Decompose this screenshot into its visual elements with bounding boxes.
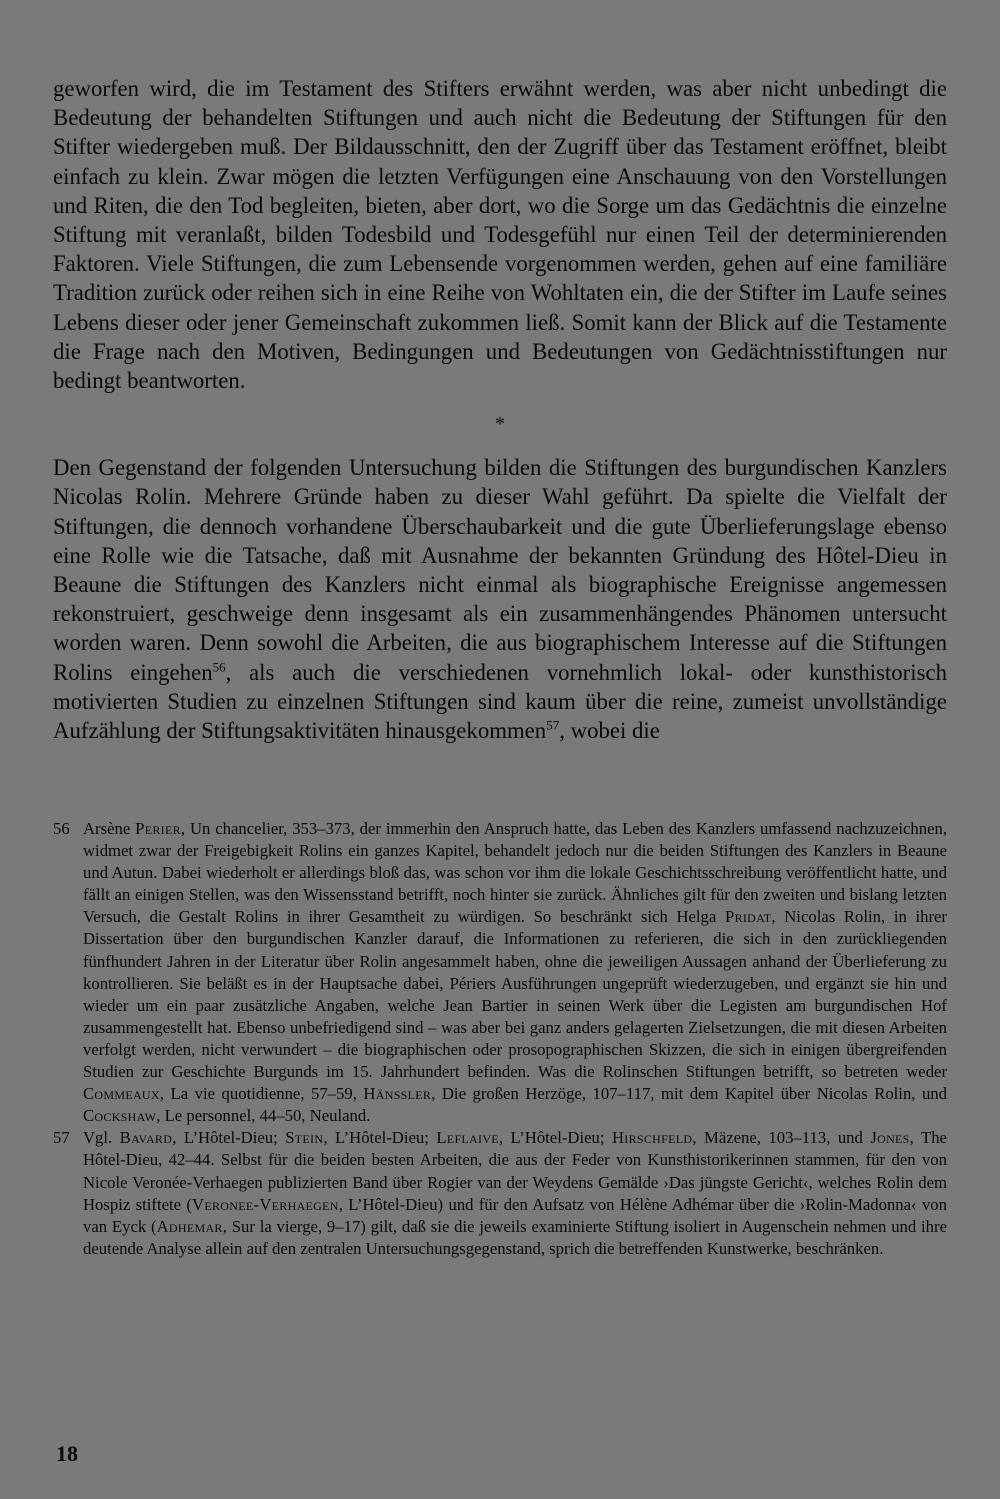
author-name: Perier xyxy=(135,819,181,838)
footnote-segment: , The Hôtel-Dieu, 42–44. Selbst für die beiden besten Arbeiten, die aus der Feder von Kunsthistorikerinnen stammen, für den von Nicole Veronée-Verhaegen publizierten Band über Rogier van der Weydens Gemälde ›Das jüngste Gericht‹, welches Rolin dem Hospiz stiftete ( xyxy=(83,1128,947,1214)
paragraph-2-text-3: , wobei die xyxy=(559,718,660,744)
author-name: Commeaux xyxy=(83,1084,160,1104)
footnote-ref-56[interactable]: 56 xyxy=(212,659,226,675)
footnote-segment: , Sur la vierge, 9–17) gilt, daß sie die jeweils examinierte Stiftung isoliert in Augenschein nehmen und ihre deutende Analyse allein auf den zentralen Untersuchungsgegenstand, sprich die betreffenden Kunstwerke, beschränken. xyxy=(83,1216,947,1258)
author-name: Adhemar xyxy=(156,1216,223,1236)
footnote-segment: , Un chancelier, 353–373, der immerhin den Anspruch hatte, das Leben des Kanzlers umfassend nachzuzeichnen, widmet zwar der Freigebigkeit Rolins ein ganzes Kapitel, behandelt jedoch nur die beiden Stiftungen des Kanzlers in Beaune und Autun. Dabei wiederholt er allerdings bloß das, was schon vor ihm die lokale Geschichtsschreibung veröffentlicht hatte, und fällt an einigen Stellen, was den Wissensstand betrifft, noch hinter sie zurück. Ähnliches gilt für den zweiten und bislang letzten Versuch, die Gestalt Rolins in ihrer Gesamtheit zu würdigen. So beschränkt sich Helga xyxy=(83,819,947,927)
author-name: Leflaive xyxy=(436,1128,499,1148)
footnote-text xyxy=(83,818,947,1127)
footnote-segment: , La vie quotidienne, 57–59, xyxy=(159,1084,364,1104)
paragraph-2-text-2: , als auch die verschiedenen vornehmlich lokal- oder kunsthistorisch motivierten Studien zu einzelnen Stiftungen sind kaum über die reine, zumeist unvollständige Aufzählung der Stiftungsaktivitäten hinausgekommen xyxy=(53,659,947,744)
footnote-56 xyxy=(53,818,947,1127)
footnote-segment: Vgl. xyxy=(83,1128,120,1148)
page-number: 18 xyxy=(56,1441,78,1466)
author-name: Jones xyxy=(870,1128,910,1148)
main-text xyxy=(53,74,947,745)
footnote-segment: , L’Hôtel-Dieu; xyxy=(323,1128,437,1148)
footnote-segment: , Die großen Herzöge, 107–117, mit dem Kapitel über Nicolas Rolin, und xyxy=(431,1084,947,1104)
footnote-text xyxy=(83,1127,947,1260)
footnote-segment: Arsène xyxy=(83,819,136,838)
section-separator: * xyxy=(495,413,505,436)
footnote-ref-57[interactable]: 57 xyxy=(546,717,560,733)
paragraph-2-text-1: Den Gegenstand der folgenden Untersuchung bilden die Stiftungen des burgundischen Kanzlers Nicolas Rolin. Mehrere Gründe haben zu dieser Wahl geführt. Da spielte die Vielfalt der Stiftungen, die dennoch vorhandene Überschaubarkeit und die gute Überlieferungslage ebenso eine Rolle wie die Tatsache, daß mit Ausnahme der bekannten Gründung des Hôtel-Dieu in Beaune die Stiftungen des Kanzlers nicht einmal als biographische Ereignisse angemessen rekonstruiert, geschweige denn insgesamt als ein zusammenhängendes Phänomen untersucht worden waren. Denn sowohl die Arbeiten, die aus biographischem Interesse auf die Stiftungen Rolins eingehen xyxy=(53,455,947,685)
paragraph-2 xyxy=(53,453,947,745)
footnote-57 xyxy=(53,1127,947,1260)
footnote-segment: , L’Hôtel-Dieu; xyxy=(172,1128,286,1148)
author-name: Veronee-Verhaegen xyxy=(191,1194,339,1214)
footnote-number: 57 xyxy=(53,1128,70,1148)
footnote-segment: , Le personnel, 44–50, Neuland. xyxy=(156,1106,371,1126)
author-name: Hirschfeld xyxy=(611,1128,693,1148)
author-name: Bavard xyxy=(119,1128,173,1148)
author-name: Hänssler xyxy=(363,1084,432,1104)
author-name: Cockshaw xyxy=(83,1106,157,1126)
footnotes xyxy=(53,818,947,1260)
footnote-segment: , Mäzene, 103–113, und xyxy=(692,1128,871,1148)
footnote-segment: , L’Hôtel-Dieu) und für den Aufsatz von Hélène Adhémar über die ›Rolin-Madonna‹ von van Eyck ( xyxy=(83,1194,947,1236)
footnote-segment: , L’Hôtel-Dieu; xyxy=(498,1128,612,1148)
footnote-number: 56 xyxy=(53,819,70,838)
paragraph-1: geworfen wird, die im Testament des Stifters erwähnt werden, was aber nicht unbedingt die Bedeutung der behandelten Stiftungen und auch nicht die Bedeutung der Stiftungen für den Stifter wiedergeben muß. Der Bildausschnitt, den der Zugriff über das Testament eröffnet, bleibt einfach zu klein. Zwar mögen die letzten Verfügungen eine Anschauung von den Vorstellungen und Riten, die den Tod begleiten, bieten, aber dort, wo die Sorge um das Gedächtnis die einzelne Stiftung mit veranlaßt, bilden Todesbild und Todesgefühl nur einen Teil der determinierenden Faktoren. Viele Stiftungen, die zum Lebensende vorgenommen werden, gehen auf eine familiäre Tradition zurück oder reihen sich in eine Reihe von Wohltaten ein, die der Stifter im Laufe seines Lebens dieser oder jener Gemeinschaft zukommen ließ. Somit kann der Blick auf die Testamente die Frage nach den Motiven, Bedingungen und Bedeutungen von Gedächtnisstiftungen nur bedingt beantworten. xyxy=(53,76,947,394)
author-name: Stein xyxy=(285,1128,324,1148)
author-name: Pridat xyxy=(724,907,772,927)
footnote-segment: , Nicolas Rolin, in ihrer Dissertation über den burgundischen Kanzler darauf, die Informationen zu referieren, die sich in den zurückliegenden fünfhundert Jahren in der Literatur über Rolin angesammelt haben, ohne die jeweiligen Aussagen anhand der Überlieferung zu kontrollieren. Sie beläßt es in der Hauptsache dabei, Périers Ausführungen ungeprüft wiederzugeben, und ergänzt sie hin und wieder um ein paar zusätzliche Angaben, welche Jean Bartier in seinen Werk über die Legisten am burgundischen Hof zusammengestellt hat. Ebenso unbefriedigend sind – was aber bei ganz anders gelagerten Zielsetzungen, die mit diesen Arbeiten verfolgt werden, nicht verwundert – die biographischen oder prosopographischen Skizzen, die sich in einigen übergreifenden Studien zur Geschichte Burgunds im 15. Jahrhundert befinden. Was die Rolinschen Stiftungen betrifft, so betreten weder xyxy=(83,907,947,1082)
